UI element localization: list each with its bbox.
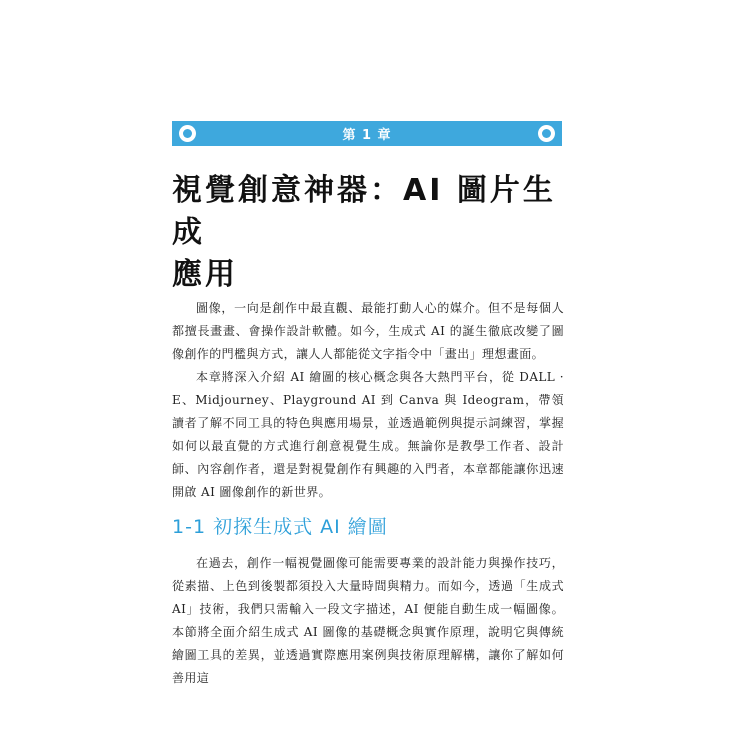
section-heading: 1-1 初探生成式 AI 繪圖 xyxy=(172,516,388,538)
chapter-title xyxy=(172,170,572,296)
circle-dot-icon xyxy=(538,125,555,142)
chapter-title-line-2: 應用 xyxy=(172,257,238,292)
intro-paragraph: 本章將深入介紹 AI 繪圖的核心概念與各大熱門平台，從 DALL · E、Midjourney、Playground AI 到 Canva 與 Ideogram，帶領讀者了解不同工具的特色與應用場景，並透過範例與提示詞練習，掌握如何以最直覺的方式進行創意視覺生成。無論你是教學工作者、設計師、內容創作者，還是對視覺創作有興趣的入門者，本章都能讓你迅速開啟 AI 圖像創作的新世界。 xyxy=(172,370,564,499)
intro-text xyxy=(172,297,564,504)
section-text xyxy=(172,552,564,690)
intro-paragraph: 圖像，一向是創作中最直觀、最能打動人心的媒介。但不是每個人都擅長畫畫、會操作設計軟體。如今，生成式 AI 的誕生徹底改變了圖像創作的門檻與方式，讓人人都能從文字指令中「畫出」理想畫面。 xyxy=(172,301,564,361)
chapter-title-line-1: 視覺創意神器：AI 圖片生成 xyxy=(172,173,556,250)
section-paragraph: 在過去，創作一幅視覺圖像可能需要專業的設計能力與操作技巧，從素描、上色到後製都須投入大量時間與精力。而如今，透過「生成式 AI」技術，我們只需輸入一段文字描述，AI 便能自動生成一幅圖像。本節將全面介紹生成式 AI 圖像的基礎概念與實作原理，說明它與傳統繪圖工具的差異，並透過實際應用案例與技術原理解構，讓你了解如何善用這 xyxy=(172,556,564,685)
chapter-banner xyxy=(172,121,562,146)
chapter-label: 第 1 章 xyxy=(342,128,392,143)
circle-dot-icon xyxy=(179,125,196,142)
